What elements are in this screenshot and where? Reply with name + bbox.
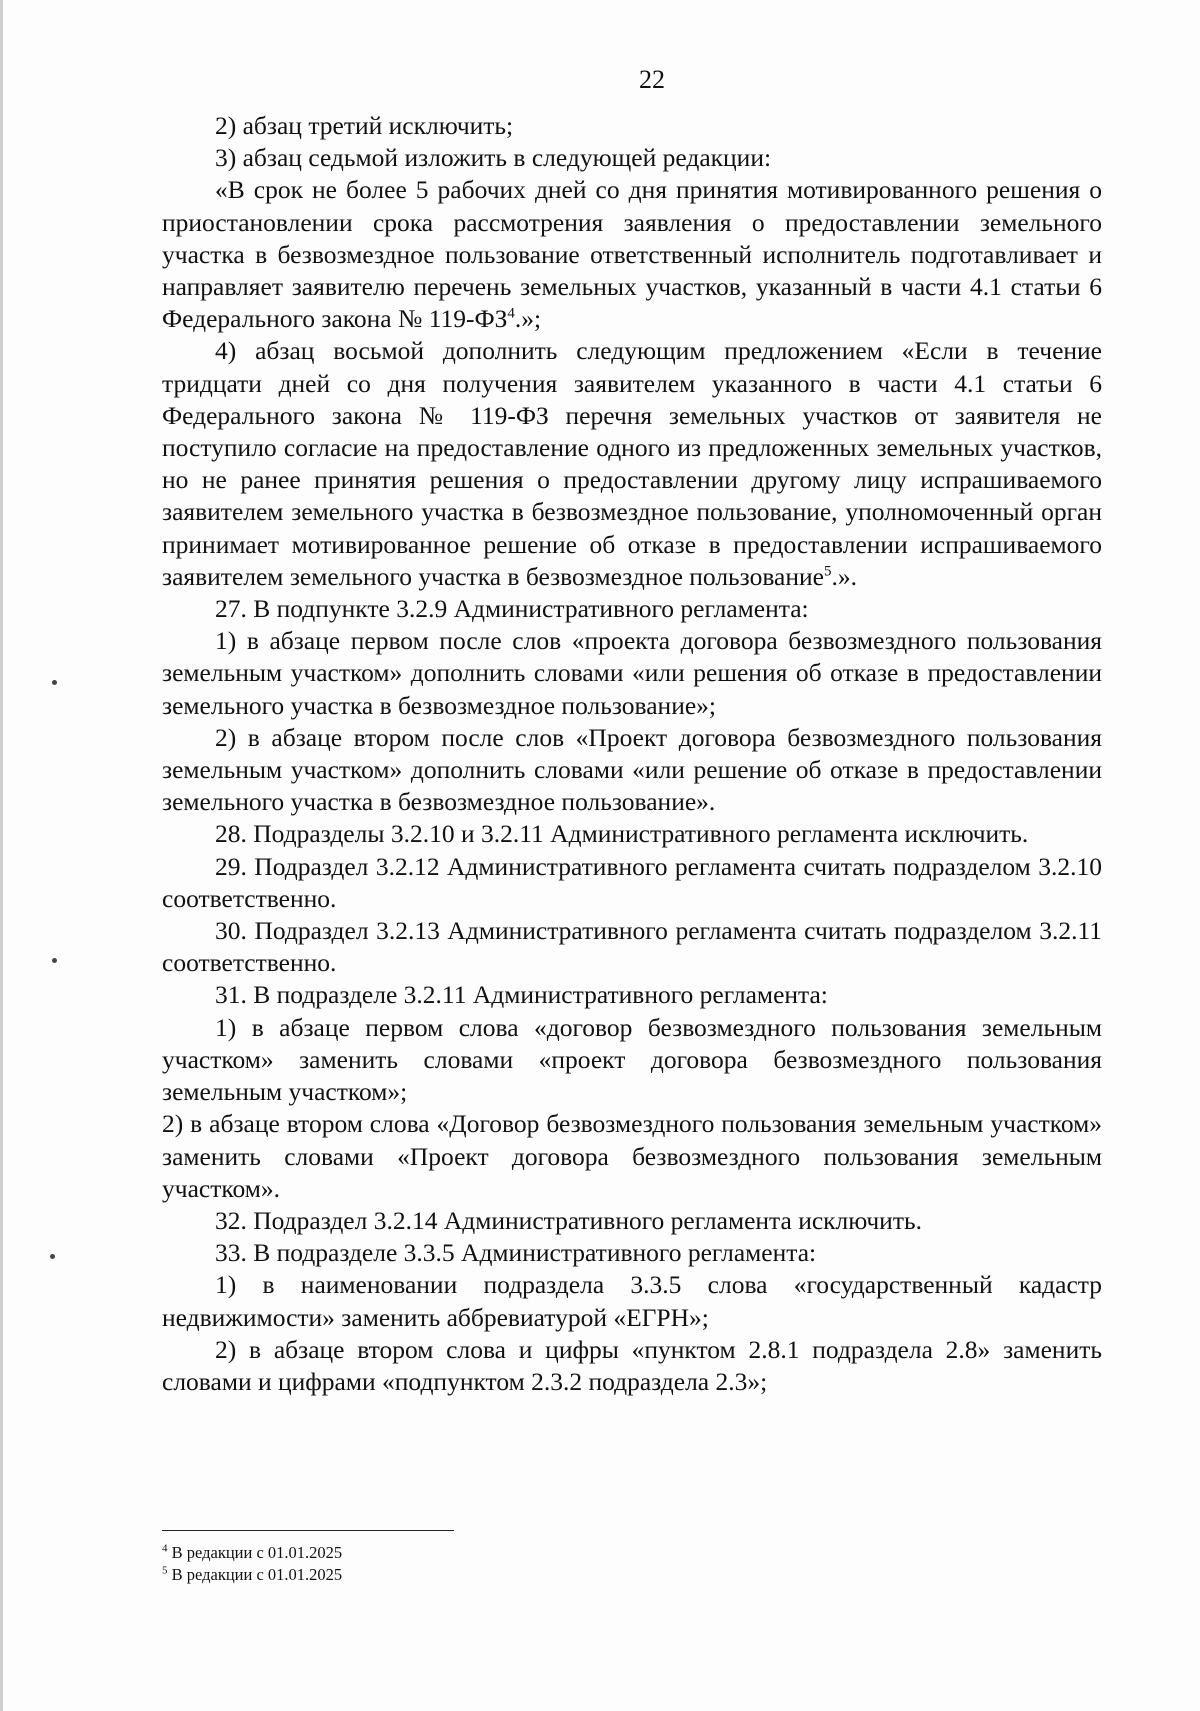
- paragraph: 2) в абзаце втором слова и цифры «пунктом 2.8.1 подраздела 2.8» заменить словами и цифрами «подпунктом 2.3.2 подраздела 2.3»;: [162, 1334, 1102, 1396]
- page-number: 22: [639, 65, 665, 94]
- paragraph: 1) в абзаце первом после слов «проекта договора безвозмездного пользования земельным участком» дополнить словами «или решения об отказе в предоставлении земельного участка в безвозмездное пользование»;: [162, 626, 1102, 720]
- paragraph: 4) абзац восьмой дополнить следующим предложением «Если в течение тридцати дней со дня получения заявителем указанного в части 4.1 статьи 6 Федерального закона № 119-ФЗ перечня земельных участков от заявителя не поступило согласие на предоставление одного из предложенных земельных участков, но не ранее принятия решения о предоставлении другому лицу испрашиваемого заявителем земельного участка в безвозмездное пользование, уполномоченный орган принимает мотивированное решение об отказе в предоставлении испрашиваемого заявителем земельного участка в безвозмездное пользование$^5$.».: [162, 336, 1102, 591]
- paragraph: 33. В подразделе 3.3.5 Административного регламента:: [215, 1238, 817, 1268]
- footnote: $^5$ В редакции с 01.01.2025: [162, 1564, 343, 1584]
- body-text: [162, 110, 1102, 1398]
- footnote-ref[interactable]: 5: [823, 563, 832, 580]
- paragraph: 1) в абзаце первом слова «договор безвозмездного пользования земельным участком» заменить словами «проект договора безвозмездного пользования земельным участком»;: [162, 1012, 1102, 1107]
- footnote: $^4$ В редакции с 01.01.2025: [162, 1542, 343, 1562]
- footnote-mark: 5: [162, 1564, 168, 1577]
- footnote-ref[interactable]: 4: [507, 305, 515, 322]
- footnote-mark: 4: [162, 1542, 168, 1555]
- paragraph: «В срок не более 5 рабочих дней со дня принятия мотивированного решения о приостановлении срока рассмотрения заявления о предоставлении земельного участка в безвозмездное пользование ответственный исполнитель подготавливает и направляет заявителю перечень земельных участков, указанный в части 4.1 статьи 6 Федерального закона № $119-ФЗ^4$.»;: [162, 175, 1102, 334]
- scan-speck: [52, 958, 57, 963]
- paragraph: 1) в наименовании подраздела 3.3.5 слова «государственный кадастр недвижимости» заменить аббревиатурой «ЕГРН»;: [162, 1270, 1102, 1332]
- scan-speck: [50, 1254, 55, 1259]
- paragraph: 27. В подпункте 3.2.9 Административного регламента:: [215, 594, 809, 624]
- scan-edge: [0, 0, 3, 1711]
- footnotes: [162, 1542, 862, 1586]
- paragraph: 2) в абзаце втором после слов «Проект договора безвозмездного пользования земельным участком» дополнить словами «или решение об отказе в предоставлении земельного участка в безвозмездное пользование».: [162, 722, 1102, 817]
- paragraph: 29. Подраздел 3.2.12 Административного регламента считать подразделом 3.2.10 соответственно.: [162, 851, 1102, 913]
- paragraph: 2) абзац третий исключить;: [215, 111, 514, 140]
- footnote-divider: [162, 1530, 454, 1531]
- paragraph: 32. Подраздел 3.2.14 Административного регламента исключить.: [215, 1205, 922, 1235]
- scan-speck: [52, 680, 57, 685]
- paragraph: 30. Подраздел 3.2.13 Административного регламента считать подразделом 3.2.11 соответственно.: [162, 916, 1102, 978]
- paragraph: 3) абзац седьмой изложить в следующей редакции:: [215, 143, 772, 173]
- paragraph: 2) в абзаце втором слова «Договор безвозмездного пользования земельным участком» заменить словами «Проект договора безвозмездного пользования земельным участком».: [162, 1109, 1102, 1203]
- paragraph: 31. В подразделе 3.2.11 Административного регламента:: [215, 980, 828, 1010]
- paragraph: 28. Подразделы 3.2.10 и 3.2.11 Административного регламента исключить.: [215, 819, 1029, 849]
